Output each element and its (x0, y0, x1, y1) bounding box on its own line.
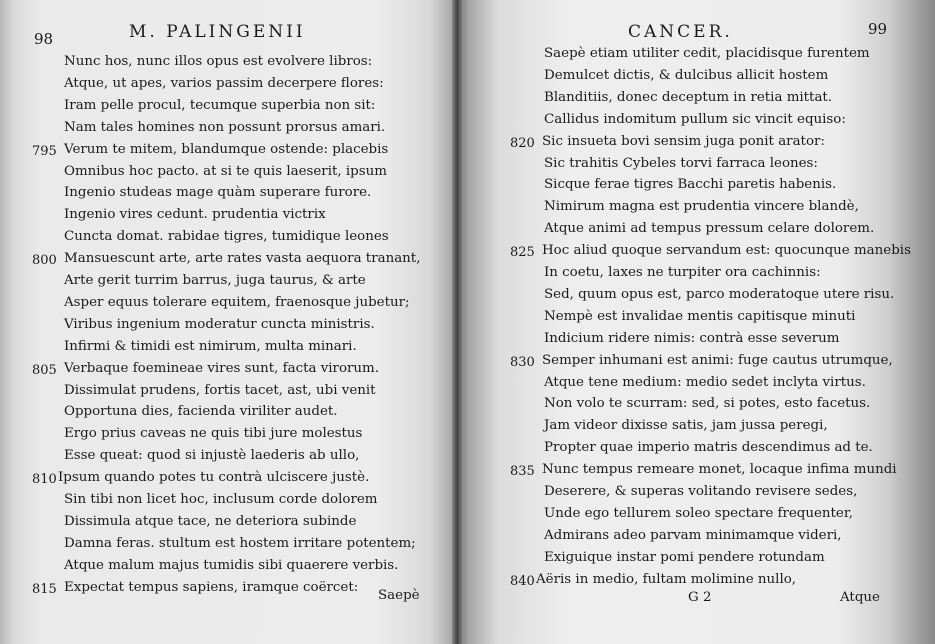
verse-line: Exiguique instar pomi pendere rotundam (544, 549, 825, 565)
verse-line: In coetu, laxes ne turpiter ora cachinnis: (544, 265, 821, 280)
verse-line: Sed, quum opus est, parco moderatoque utere risu. (544, 286, 895, 302)
verse-line: Aëris in medio, fultam molimine nullo, (536, 571, 797, 587)
signature-mark: G 2 (688, 590, 712, 605)
line-number: 805 (32, 362, 57, 378)
verse-line: Nempè est invalidae mentis capitisque minuti (544, 308, 856, 324)
verse-line: Expectat tempus sapiens, iramque coërcet: (64, 579, 359, 595)
verse-line: Sic insueta bovi sensim juga ponit arator: (542, 133, 825, 149)
book-gutter (452, 0, 464, 644)
verse-line: Nimirum magna est prudentia vincere blandè, (544, 199, 859, 215)
verse-line: Nunc tempus remeare monet, locaque infima mundi (542, 462, 897, 478)
verse-line: Atque, ut apes, varios passim decerpere flores: (64, 75, 384, 91)
verse-line: Arte gerit turrim barrus, juga taurus, & arte (64, 273, 366, 288)
line-number: 800 (32, 253, 57, 269)
verse-line: Infirmi & timidi est nimirum, multa minari. (64, 338, 357, 354)
left-page (0, 0, 458, 644)
verse-line: Callidus indomitum pullum sic vincit equiso: (544, 111, 846, 127)
verse-line: Dissimula atque tace, ne deteriora subinde (64, 513, 357, 529)
verse-line: Verum te mitem, blandumque ostende: placebis (64, 141, 389, 157)
verse-line: Nam tales homines non possunt prorsus amari. (64, 119, 386, 135)
verse-line: Atque animi ad tempus pressum celare dolorem. (544, 221, 875, 237)
verse-line: Ergo prius caveas ne quis tibi jure molestus (64, 426, 363, 442)
verse-line: Ingenio vires cedunt. prudentia victrix (64, 207, 326, 223)
verse-line: Admirans adeo parvam minimamque videri, (544, 527, 842, 543)
verse-line: Esse queat: quod si injustè laederis ab ullo, (64, 448, 360, 464)
verse-line: Iram pelle procul, tecumque superbia non sit: (64, 97, 376, 113)
verse-line: Opportuna dies, facienda viriliter audet. (64, 404, 338, 420)
verse-line: Hoc aliud quoque servandum est: quocunque manebis (542, 243, 911, 259)
line-number: 835 (510, 464, 535, 480)
line-number: 820 (510, 135, 535, 151)
verse-line: Deserere, & superas volitando revisere sedes, (544, 484, 858, 499)
verse-line: Damna feras. stultum est hostem irritare potentem; (64, 535, 416, 551)
verse-line: Asper equus tolerare equitem, fraenosque jubetur; (64, 294, 410, 310)
right-folio: 99 (868, 20, 888, 38)
verse-line: Indicium ridere nimis: contrà esse severum (544, 330, 840, 346)
line-number: 795 (32, 143, 57, 159)
left-running-head: M. PALINGENII (129, 22, 306, 42)
verse-line: Sic trahitis Cybeles torvi farraca leones: (544, 155, 818, 171)
verse-line: Semper inhumani est animi: fuge cautus utrumque, (542, 352, 893, 368)
line-number: 840 (510, 573, 535, 589)
verse-line: Jam videor dixisse satis, jam jussa peregi, (544, 418, 828, 434)
verse-line: Saepè etiam utiliter cedit, placidisque furentem (544, 46, 870, 61)
left-catchword: Saepè (378, 588, 420, 603)
verse-line: Blanditiis, donec deceptum in retia mittat. (544, 89, 833, 105)
verse-line: Atque malum majus tumidis sibi quaerere verbis. (64, 557, 399, 573)
verse-line: Mansuescunt arte, arte rates vasta aequora tranant, (64, 251, 421, 267)
verse-line: Sicque ferae tigres Bacchi paretis habenis. (544, 177, 837, 193)
line-number: 810 (32, 472, 57, 488)
verse-line: Unde ego tellurem soleo spectare frequenter, (544, 505, 854, 521)
right-catchword: Atque (840, 590, 880, 605)
verse-line: Viribus ingenium moderatur cuncta ministris. (64, 316, 375, 332)
verse-line: Omnibus hoc pacto. at si te quis laeserit, ipsum (64, 163, 387, 179)
verse-line: Demulcet dictis, & dulcibus allicit hostem (544, 67, 829, 83)
line-number: 830 (510, 354, 535, 370)
verse-line: Sin tibi non licet hoc, inclusum corde dolorem (64, 492, 378, 507)
verse-line: Ipsum quando potes tu contrà ulciscere justè. (58, 470, 370, 486)
verse-line: Atque tene medium: medio sedet inclyta virtus. (544, 374, 866, 390)
verse-line: Non volo te scurram: sed, si potes, esto facetus. (544, 396, 871, 412)
verse-line: Dissimulat prudens, fortis tacet, ast, ubi venit (64, 382, 376, 398)
line-number: 825 (510, 245, 535, 261)
verse-line: Cuncta domat. rabidae tigres, tumidique leones (64, 229, 389, 245)
verse-line: Nunc hos, nunc illos opus est evolvere libros: (64, 54, 373, 69)
verse-line: Ingenio studeas mage quàm superare furore. (64, 185, 372, 201)
verse-line: Verbaque foemineae vires sunt, facta virorum. (64, 360, 379, 376)
right-running-head: CANCER. (628, 22, 733, 42)
left-folio: 98 (34, 30, 54, 48)
line-number: 815 (32, 581, 57, 597)
right-page (458, 0, 935, 644)
verse-line: Propter quae imperio matris descendimus ad te. (544, 440, 873, 456)
